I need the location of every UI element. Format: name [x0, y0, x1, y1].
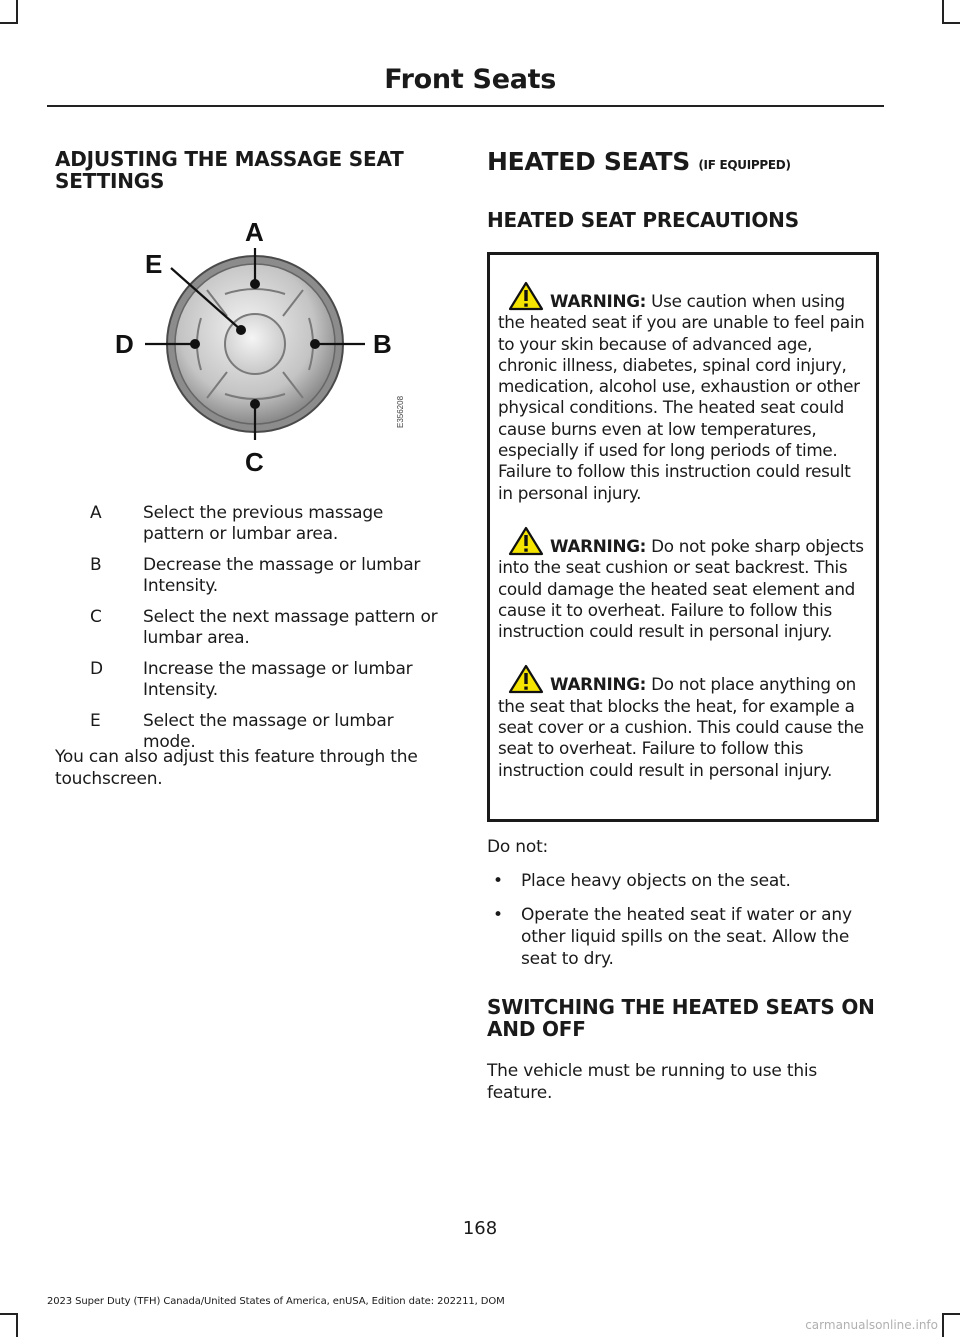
key-letter: D [90, 659, 104, 679]
key-letter: C [90, 607, 102, 627]
massage-control-diagram [115, 218, 415, 478]
switching-heading: SWITCHING THE HEATED SEATS ON AND OFF [487, 995, 875, 1041]
left-column [55, 147, 445, 789]
touchscreen-note: You can also adjust this feature through the touchscreen. [55, 747, 418, 789]
warning-text: Use caution when using the heated seat if you are unable to feel pain to your skin because of advanced age, chronic illness, diabetes, spinal cord injury, medication, alcohol use, exhaustion or other physical conditions. The heated seat could cause burns even at low temperatures, especially if used for long periods of time. Failure to follow this instruction could result in personal injury. [498, 291, 865, 503]
key-description: Select the next massage pattern or lumbar area. [143, 607, 438, 648]
right-column [487, 147, 879, 1103]
heated-seats-title: HEATED SEATS [487, 147, 690, 176]
label-a: A [245, 218, 264, 247]
list-item [487, 904, 879, 970]
label-b: B [373, 329, 392, 359]
page-number: 168 [462, 1218, 498, 1239]
crop-mark [16, 0, 18, 24]
warning-text: Do not place anything on the seat that blocks the heat, for example a seat cover or a cushion. This could cause the seat to overheat. Failure to follow this instruction could result in personal injury. [498, 674, 864, 780]
warning-text: Do not poke sharp objects into the seat cushion or seat backrest. This could damage the heated seat element and cause it to overheat. Failure to follow this instruction could result in personal injury. [498, 535, 864, 642]
after-warnings [487, 836, 879, 1104]
warning-triangle-icon [508, 664, 544, 694]
label-d: D [115, 329, 134, 359]
callout-key-list [55, 503, 445, 763]
do-not-label: Do not: [487, 837, 549, 857]
do-not-list [487, 870, 879, 970]
edition-footer: 2023 Super Duty (TFH) Canada/United States of America, enUSA, Edition date: 202211, DOM [47, 1296, 505, 1307]
warning-paragraph [498, 281, 870, 504]
key-row [55, 607, 445, 649]
heated-seats-heading [487, 148, 879, 179]
crop-mark [944, 22, 960, 24]
key-description: Decrease the massage or lumbar Intensity. [143, 555, 421, 596]
warning-label: WARNING: [550, 535, 647, 556]
crop-mark [944, 1313, 960, 1315]
precautions-heading: HEATED SEAT PRECAUTIONS [487, 208, 799, 232]
running-note: The vehicle must be running to use this feature. [487, 1061, 818, 1103]
warning-label: WARNING: [550, 291, 647, 311]
bullet-dot: • [493, 905, 503, 925]
bullet-dot: • [493, 871, 503, 891]
list-item-text: Operate the heated seat if water or any other liquid spills on the seat. Allow the seat to dry. [521, 905, 852, 969]
list-item [487, 870, 879, 892]
crop-mark [942, 1313, 944, 1337]
key-row [55, 503, 445, 545]
if-equipped-tag: (IF EQUIPPED) [698, 158, 791, 172]
warning-box [487, 252, 879, 822]
massage-section-heading: ADJUSTING THE MASSAGE SEAT SETTINGS [55, 147, 404, 193]
key-description: Increase the massage or lumbar Intensity. [143, 659, 413, 700]
key-row [55, 659, 445, 701]
figure-code: E356208 [396, 395, 405, 428]
crop-mark [942, 0, 944, 24]
warning-triangle-icon [508, 281, 544, 311]
watermark: carmanualsonline.info [805, 1318, 938, 1332]
label-e: E [145, 249, 163, 279]
list-item-text: Place heavy objects on the seat. [521, 871, 791, 891]
title-divider [47, 105, 884, 107]
crop-mark [0, 22, 16, 24]
label-c: C [245, 447, 264, 477]
crop-mark [0, 1313, 16, 1315]
key-letter: B [90, 555, 102, 575]
key-description: Select the massage or lumbar mode. [143, 711, 394, 752]
warning-triangle-icon [508, 526, 544, 556]
crop-mark [16, 1313, 18, 1337]
key-description: Select the previous massage pattern or lumbar area. [143, 503, 384, 544]
warning-label: WARNING: [550, 674, 647, 695]
key-letter: E [90, 711, 101, 731]
warning-paragraph [498, 526, 870, 642]
key-letter: A [90, 503, 102, 523]
page-title: Front Seats [384, 64, 556, 95]
key-row [55, 555, 445, 597]
warning-paragraph [498, 664, 870, 780]
